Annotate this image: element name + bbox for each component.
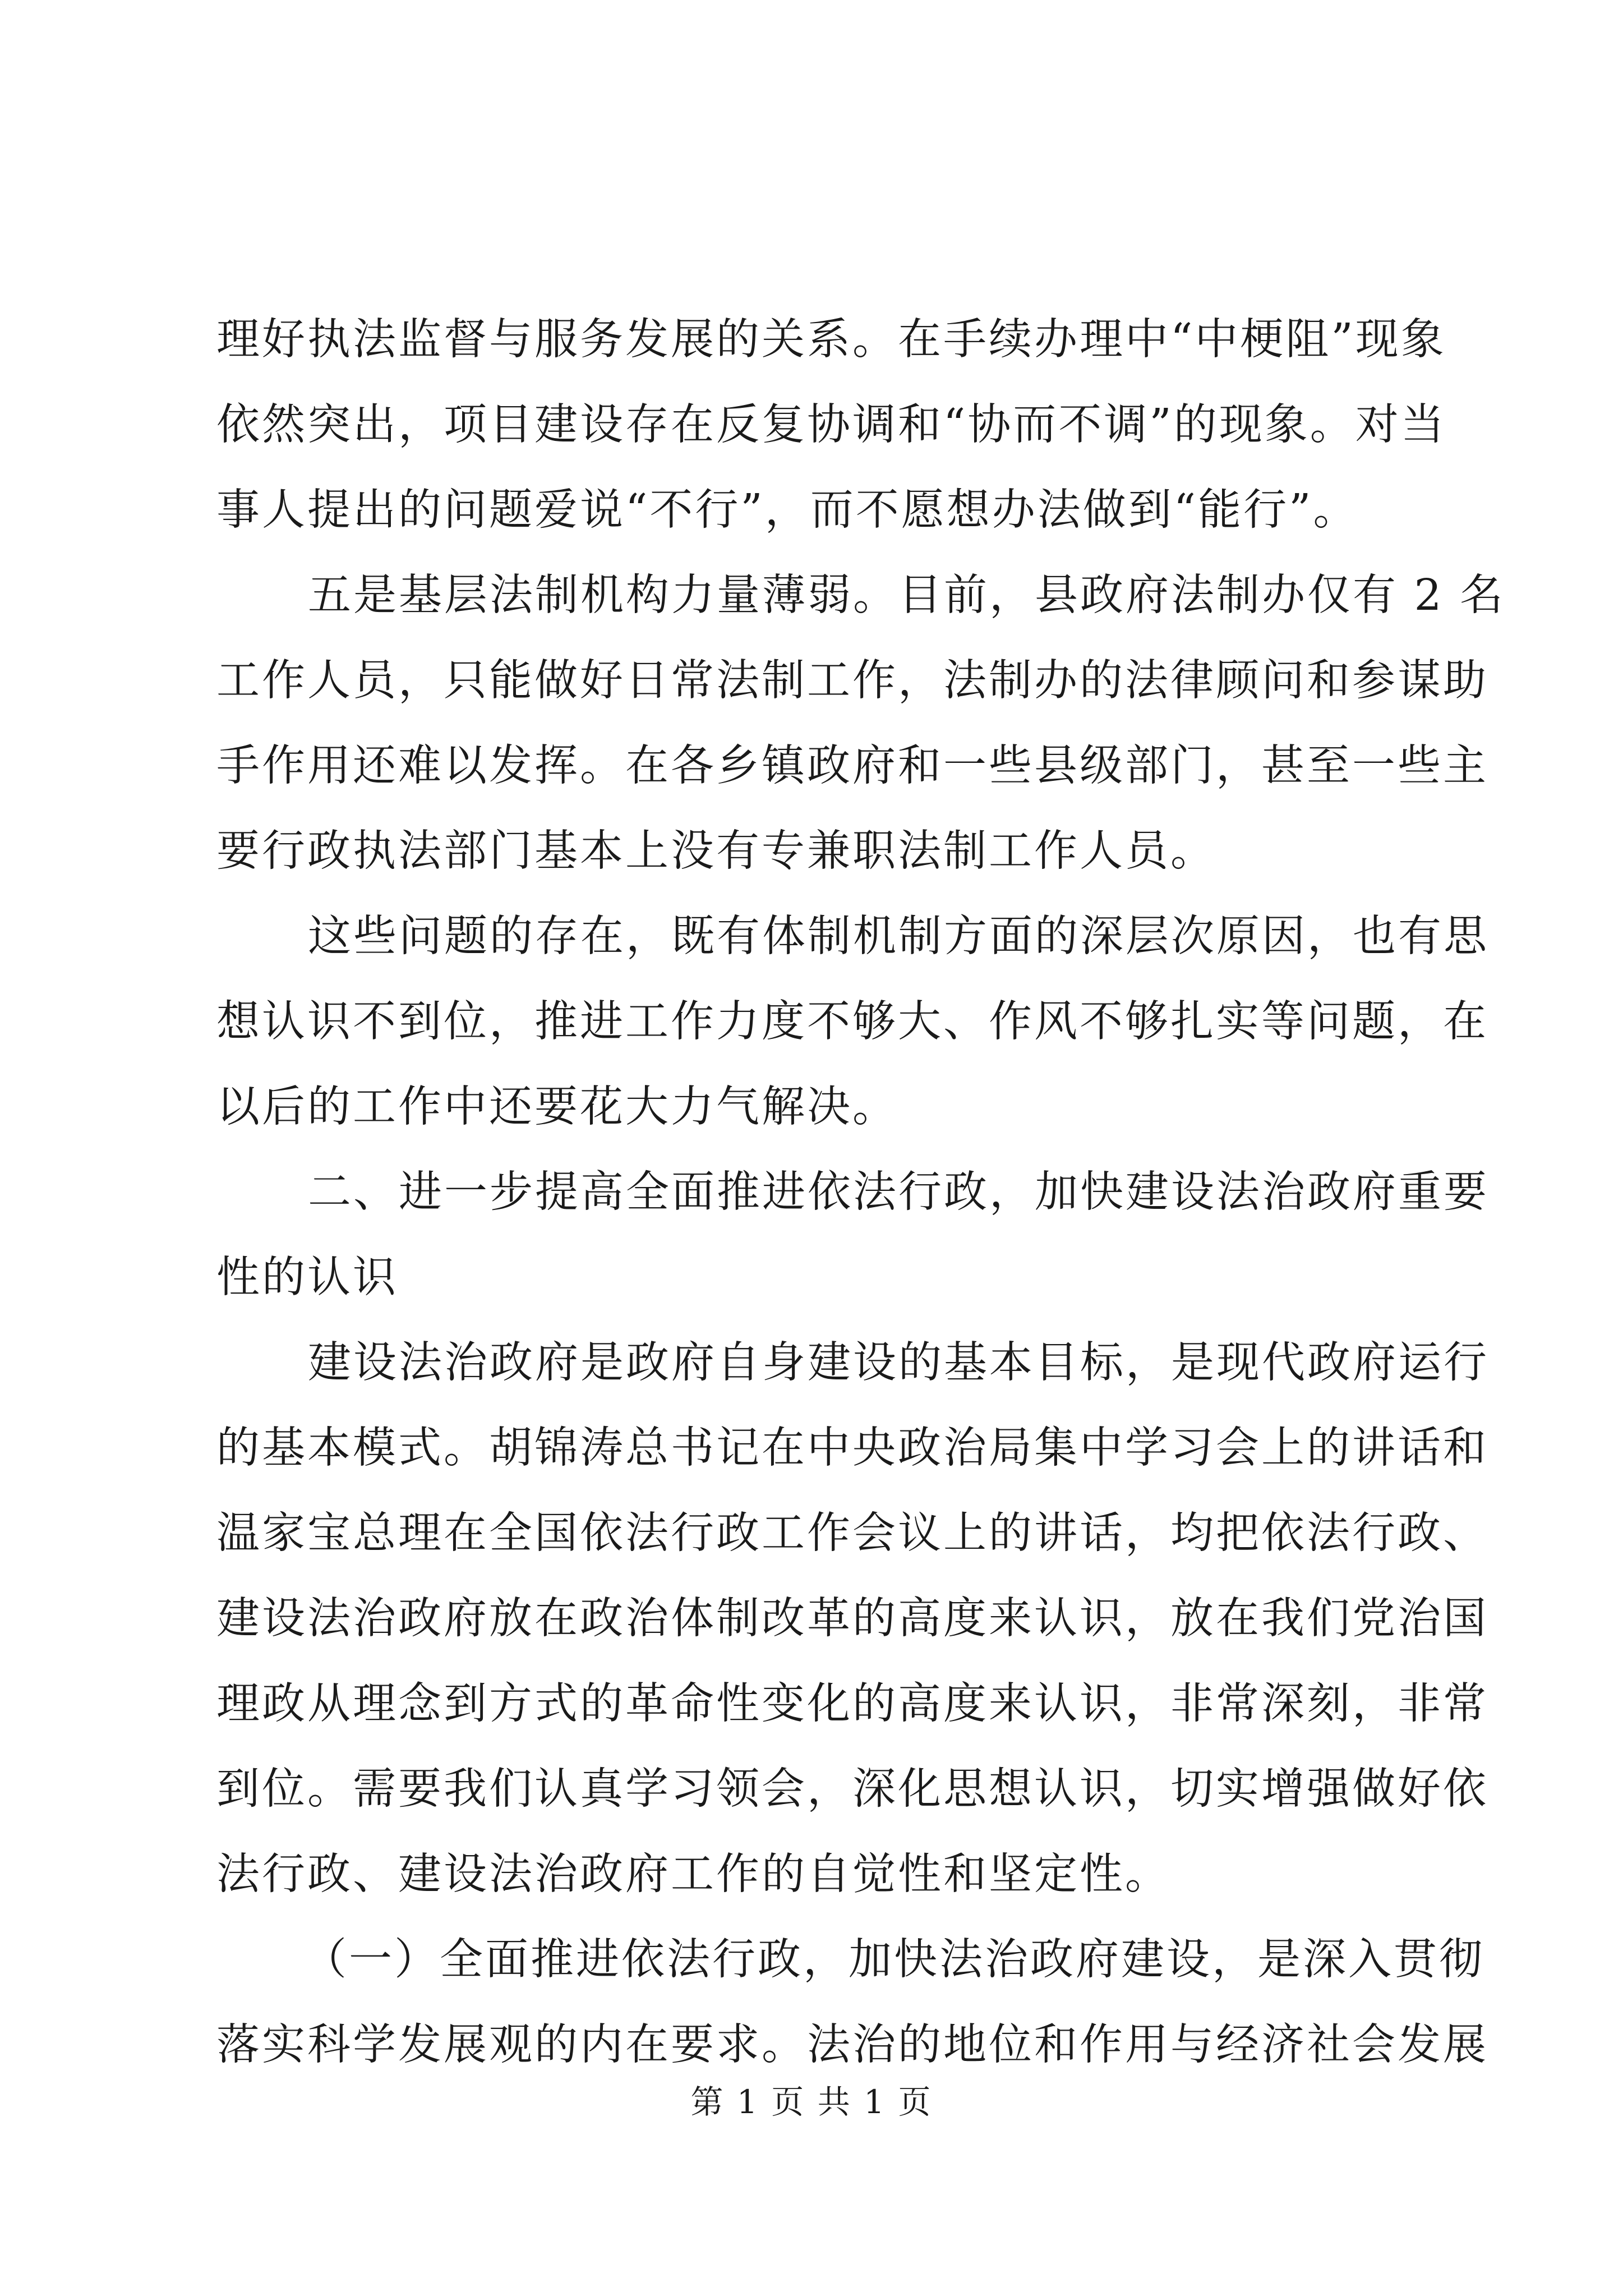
section-heading-line: 性的认识	[216, 1253, 398, 1303]
paragraph-start-line: 这些问题的存在，既有体制机制方面的深层次原因，也有思	[308, 912, 1489, 961]
text-line: 法行政、建设法治政府工作的自觉性和坚定性。	[216, 1849, 1170, 1899]
text-line: 理好执法监督与服务发展的关系。在手续办理中“中梗阻”现象	[216, 315, 1446, 365]
text-line: 要行政执法部门基本上没有专兼职法制工作人员。	[216, 826, 1216, 876]
text-line: 理政从理念到方式的革命性变化的高度来认识，非常深刻，非常	[216, 1679, 1488, 1729]
text-line: 温家宝总理在全国依法行政工作会议上的讲话，均把依法行政、	[216, 1508, 1488, 1558]
paragraph-start-line: 五是基层法制机构力量薄弱。目前，县政府法制办仅有 2 名	[308, 570, 1505, 620]
text-line: 事人提出的问题爱说“不行”，而不愿想办法做到“能行”。	[216, 485, 1359, 535]
document-body	[216, 297, 1505, 2088]
text-line: 建设法治政府放在政治体制改革的高度来认识，放在我们党治国	[216, 1594, 1488, 1644]
section-heading-line: 二、进一步提高全面推进依法行政，加快建设法治政府重要	[308, 1167, 1489, 1217]
text-line: 工作人员，只能做好日常法制工作，法制办的法律顾问和参谋助	[216, 656, 1488, 706]
text-line: 到位。需要我们认真学习领会，深化思想认识，切实增强做好依	[216, 1764, 1488, 1814]
text-line: 的基本模式。胡锦涛总书记在中央政治局集中学习会上的讲话和	[216, 1423, 1488, 1473]
text-line: 以后的工作中还要花大力气解决。	[216, 1082, 898, 1132]
text-line: 依然突出，项目建设存在反复协调和“协而不调”的现象。对当	[216, 400, 1446, 450]
text-line: 想认识不到位，推进工作力度不够大、作风不够扎实等问题，在	[216, 997, 1488, 1047]
paragraph-start-line: （一）全面推进依法行政，加快法治政府建设，是深入贯彻	[303, 1935, 1484, 1985]
text-line: 落实科学发展观的内在要求。法治的地位和作用与经济社会发展	[216, 2020, 1488, 2070]
page-number-footer: 第 1 页 共 1 页	[690, 2083, 933, 2121]
text-line: 手作用还难以发挥。在各乡镇政府和一些县级部门，甚至一些主	[216, 741, 1488, 791]
paragraph-start-line: 建设法治政府是政府自身建设的基本目标，是现代政府运行	[308, 1338, 1489, 1388]
